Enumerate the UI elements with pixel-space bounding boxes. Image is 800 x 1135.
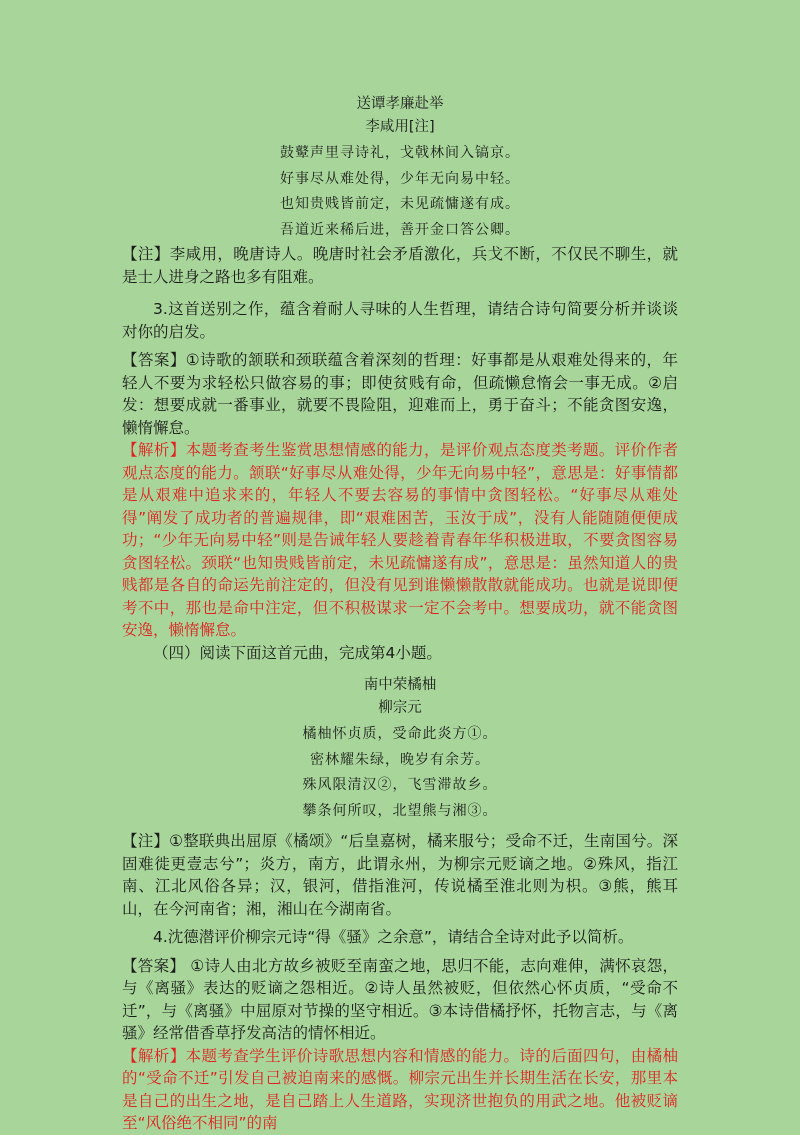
- poem1-line: 好事尽从难处得，少年无向易中轻。: [280, 170, 520, 187]
- analysis-3: 【解析】本题考查考生鉴赏思想情感的能力，是评价观点态度类考题。评价作者观点态度的能力。颔联“好事尽从难处得，少年无向易中轻”，意思是：好事情都是从艰难中追求来的，年轻人不要去容易的事情中贪图轻松。“好事尽从难处得”阐发了成功者的普遍规律，即“艰难困苦，玉汝于成”，没有人能随随便便成功；“少年无向易中轻”则是告诫年轻人要趁着青春年华积极进取，不要贪图容易贪图轻松。颈联“也知贵贱皆前定，未见疏慵遂有成”，意思是：虽然知道人的贵贱都是各自的命运先前注定的，但没有见到谁懒懒散散就能成功。也就是说即便考不中，那也是命中注定，但不积极谋求一定不会考中。想要成功，就不能贪图安逸，懒惰懈怠。: [122, 441, 678, 639]
- poem2-line: 橘柚怀贞质，受命此炎方①。: [302, 726, 498, 742]
- answer-4: 【答案】 ①诗人由北方故乡被贬至南蛮之地，思归不能，志向难伸，满怀哀怨，与《离骚》表达的贬谪之怨相近。②诗人虽然被贬，但依然心怀贞质，“受命不迁”，与《离骚》中屈原对节操的坚守相近。③本诗借橘抒怀，托物言志，与《离骚》经常借香草抒发高洁的情怀相近。: [122, 956, 678, 1042]
- poem2-line: 殊风限清汉②，飞雪滞故乡。: [302, 777, 498, 793]
- poem2-line: 攀条何所叹，北望熊与湘③。: [302, 802, 498, 819]
- question-4: 4.沈德潜评价柳宗元诗“得《骚》之余意”，请结合全诗对此予以简析。: [153, 928, 634, 946]
- poem2-line: 密林耀朱绿，晚岁有余芳。: [310, 751, 490, 768]
- poem1-line: 也知贵贱皆前定，未见疏慵遂有成。: [280, 196, 520, 212]
- question-3: 3.这首送别之作，蕴含着耐人寻味的人生哲理，请结合诗句简要分析并谈谈对你的启发。: [122, 300, 678, 341]
- poem2-note: 【注】①整联典出屈原《橘颂》“后皇嘉树，橘来服兮；受命不迁，生南国兮。深固难徙更壹志兮”；炎方，南方，此谓永州，为柳宗元贬谪之地。②殊风，指江南、江北风俗各异；汉，银河，借指淮河，传说橘至淮北则为枳。③熊，熊耳山，在今河南省；湘，湘山在今湖南省。: [122, 832, 678, 918]
- poem2-author: 柳宗元: [378, 700, 422, 716]
- poem1-line: 鼓鼙声里寻诗礼，戈戟林间入镐京。: [280, 145, 520, 161]
- poem1-body: [122, 141, 678, 243]
- poem1-line: 吾道近来稀后进，善开金口答公卿。: [280, 221, 520, 238]
- poem2-body: [122, 722, 678, 824]
- answer-3: 【答案】①诗歌的颔联和颈联蕴含着深刻的哲理：好事都是从艰难处得来的，年轻人不要为求轻松只做容易的事；即使贫贱有命，但疏懒怠惰会一事无成。②启发：想要成就一番事业，就要不畏险阻，迎难而上，勇于奋斗；不能贪图安逸，懒惰懈怠。: [122, 351, 678, 437]
- poem2-title: 南中荣橘柚: [363, 677, 437, 693]
- poem1-note: 【注】李咸用，晚唐诗人。晚唐时社会矛盾激化，兵戈不断，不仅民不聊生，就是士人进身之路也多有阻难。: [122, 245, 678, 286]
- analysis-4: 【解析】本题考查学生评价诗歌思想内容和情感的能力。诗的后面四句，由橘柚的“受命不迁”引发自己被迫南来的感慨。柳宗元出生并长期生活在长安，那里本是自己的出生之地，是自己踏上人生道路，实现济世抱负的用武之地。他被贬谪至“风俗绝不相同”的南: [122, 1046, 678, 1132]
- section-4-intro: （四）阅读下面这首元曲，完成第4小题。: [153, 643, 442, 662]
- poem1-title: 送谭孝廉赴举: [356, 96, 444, 112]
- poem1-author: 李咸用[注]: [365, 119, 435, 135]
